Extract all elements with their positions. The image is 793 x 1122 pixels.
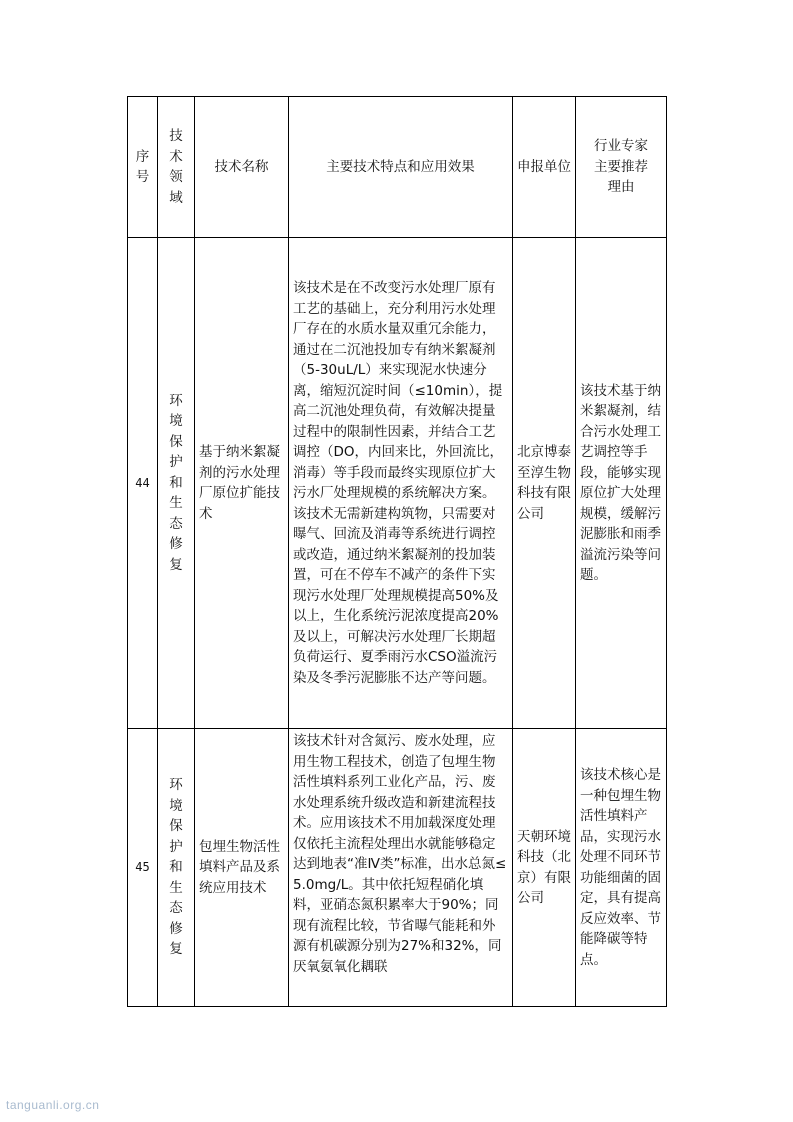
row-no: 44 — [128, 238, 158, 729]
header-reason: 行业专家 主要推荐 理由 — [576, 97, 667, 238]
watermark-url: tanguanli.org.cn — [6, 1098, 100, 1112]
table-header-row — [128, 97, 667, 238]
row-reason: 该技术基于纳米絮凝剂，结合污水处理工艺调控等手段，能够实现原位扩大处理规模，缓解污泥膨胀和雨季溢流污染等问题。 — [576, 238, 667, 729]
row-features: 该技术是在不改变污水处理厂原有工艺的基础上，充分利用污水处理厂存在的水质水量双重冗余能力，通过在二沉池投加专有纳米絮凝剂（5-30uL/L）来实现泥水快速分离，缩短沉淀时间（≤10min），提高二沉池处理负荷，有效解决提量过程中的限制性因素，并结合工艺调控（DO，内回来比，外回流比，消毒）等手段而最终实现原位扩大污水厂处理规模的系统解决方案。该技术无需新建构筑物，只需要对曝气、回流及消毒等系统进行调控或改造，通过纳米絮凝剂的投加装置，可在不停车不减产的条件下实现污水处理厂处理规模提高50%及以上，生化系统污泥浓度提高20%及以上，可解决污水处理厂长期超负荷运行、夏季雨污水CSO溢流污染及冬季污泥膨胀不达产等问题。 — [289, 238, 513, 729]
row-no: 45 — [128, 729, 158, 1007]
table-row — [128, 729, 667, 1007]
header-no: 序号 — [128, 97, 158, 238]
row-tech-name: 基于纳米絮凝剂的污水处理厂原位扩能技术 — [195, 238, 289, 729]
technology-table — [127, 96, 667, 1007]
row-features: 该技术针对含氮污、废水处理，应用生物工程技术，创造了包埋生物活性填料系列工业化产品，污、废水处理系统升级改造和新建流程技术。应用该技术不用加载深度处理仅依托主流程处理出水就能够稳定达到地表“准Ⅳ类”标准，出水总氮≤5.0mg/L。其中依托短程硝化填料，亚硝态氮积累率大于90%；同现有流程比较，节省曝气能耗和外源有机碳源分别为27%和32%，同厌氧氨氧化耦联 — [289, 729, 513, 1007]
header-applicant: 申报单位 — [513, 97, 576, 238]
header-field: 技术领域 — [158, 97, 195, 238]
header-features: 主要技术特点和应用效果 — [289, 97, 513, 238]
row-field: 环境保护和生态修复 — [158, 238, 195, 729]
row-applicant: 北京博泰至淳生物科技有限公司 — [513, 238, 576, 729]
row-tech-name: 包埋生物活性填料产品及系统应用技术 — [195, 729, 289, 1007]
row-applicant: 天朝环境科技（北京）有限公司 — [513, 729, 576, 1007]
header-name: 技术名称 — [195, 97, 289, 238]
table-row — [128, 238, 667, 729]
row-field: 环境保护和生态修复 — [158, 729, 195, 1007]
row-reason: 该技术核心是一种包埋生物活性填料产品，实现污水处理不同环节功能细菌的固定，具有提高反应效率、节能降碳等特点。 — [576, 729, 667, 1007]
